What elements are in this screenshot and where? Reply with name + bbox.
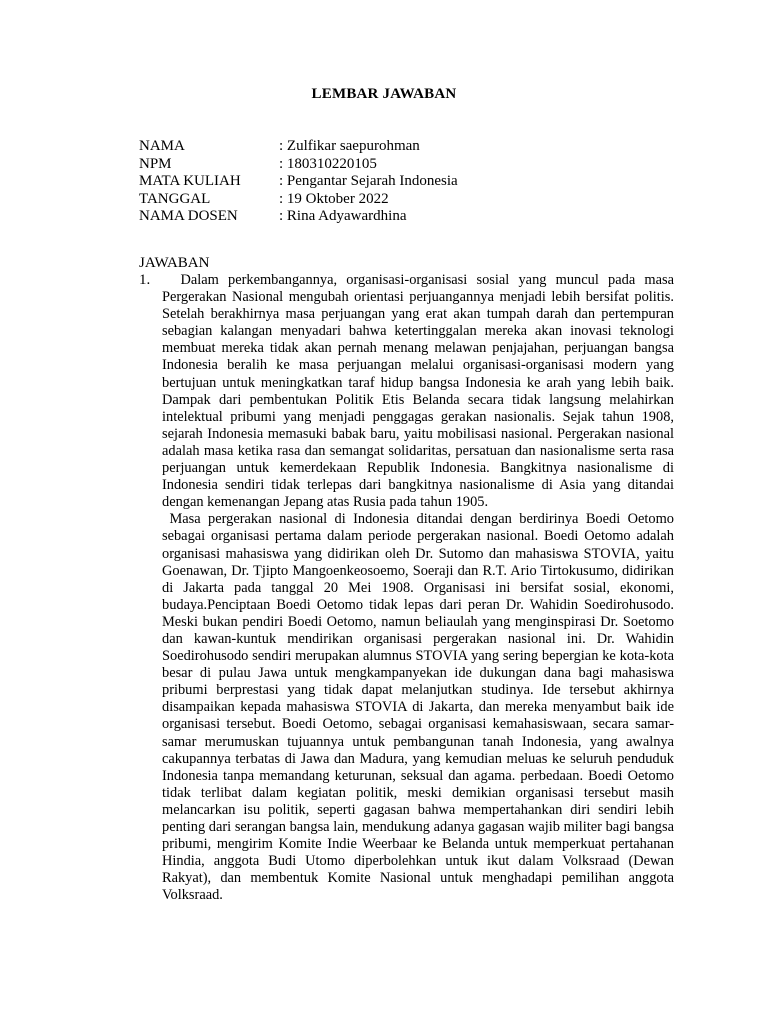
info-label: MATA KULIAH [139,173,241,189]
info-label: TANGGAL [139,190,211,207]
answer-paragraph-2: Masa pergerakan nasional di Indonesia ditandai dengan berdirinya Boedi Oetomo sebagai organisasi pertama dalam periode pergerakan nasional. Boedi Oetomo adalah organisasi mahasiswa yang didirikan oleh Dr. Sutomo dan mahasiswa STOVIA, yaitu Goenawan, Dr. Tjipto Mangoenkeosoemo, Soeraji dan R.T. Ario Tirtokusumo, didirikan di Jakarta pada tanggal 20 Mei 1908. Organisasi ini bersifat sosial, ekonomi, budaya.Penciptaan Boedi Oetomo tidak lepas dari peran Dr. Wahidin Soedirohusodo. Meski bukan pendiri Boedi Oetomo, namun beliaulah yang menginspirasi Dr. Soetomo dan kawan-kuntuk mendirikan organisasi pergerakan nasional ini. Dr. Wahidin Soedirohusodo sendiri merupakan alumnus STOVIA yang sering bepergian ke kota-kota besar di pulau Jawa untuk mengkampanyekan ide dukungan dana bagi mahasiswa pribumi berprestasi yang tidak dapat melanjutkan studinya. Ide tersebut akhirnya disampaikan kepada mahasiswa STOVIA di Jakarta, dan mereka menyambut baik ide organisasi tersebut. Boedi Oetomo, sebagai organisasi kemahasiswaan, secara samar-samar merumuskan tujuannya untuk pembangunan tanah Indonesia, yang awalnya cakupannya terbatas di Jawa dan Madura, yang kemudian meluas ke seluruh penduduk Indonesia tanpa memandang keturunan, seksual dan agama. perbedaan. Boedi Oetomo tidak terlibat dalam kegiatan politik, meski demikian organisasi tersebut masih melancarkan isu politik, seperti gagasan bahwa mempertahankan diri sendiri lebih penting dari serangan bangsa lain, mendukung adanya gagasan wajib militer bagi bangsa pribumi, mengirim Komite Indie Weerbaar ke Belanda untuk memperkuat pertahanan Hindia, anggota Budi Utomo diperbolehkan untuk ikut dalam Volksraad (Dewan Rakyat), dan membentuk Komite Nasional untuk menghadapi pemilihan anggota Volksraad. [162,511,678,904]
info-row-tanggal [139,191,458,209]
info-value: : 180310220105 [279,155,377,172]
answer-paragraph-1: Dalam perkembangannya, organisasi-organisasi sosial yang muncul pada masa Pergerakan Nasional mengubah orientasi perjuangannya menjadi lebih bersifat politis. Setelah berakhirnya masa perjuangan yang erat akan tumpah darah dan pertempuran sebagian kalangan menyadari bahwa ketertinggalan mereka akan inovasi teknologi membuat mereka tidak akan pernah menang melawan penjajahan, perjuangan bangsa Indonesia beralih ke masa perjuangan melalui organisasi-organisasi modern yang bertujuan untuk meningkatkan taraf hidup bangsa Indonesia ke arah yang lebih baik. Dampak dari pembentukan Politik Etis Belanda secara tidak langsung melahirkan intelektual pribumi yang menjadi penggagas gerakan nasionalis. Sejak tahun 1908, sejarah Indonesia memasuki babak baru, yaitu mobilisasi nasional. Pergerakan nasional adalah masa ketika rasa dan semangat solidaritas, persatuan dan nasionalisme serta rasa perjuangan untuk kemerdekaan Republik Indonesia. Bangkitnya nasionalisme di Indonesia sendiri tidak terlepas dari bangkitnya nasionalisme di Asia yang ditandai dengan kemenangan Jepang atas Rusia pada tahun 1905. [162,272,678,511]
info-row-npm [139,156,458,174]
info-label: NAMA [139,138,185,154]
info-row-nama-dosen [139,208,458,226]
info-value: : Rina Adyawardhina [279,208,407,224]
info-value: : Pengantar Sejarah Indonesia [279,173,458,189]
answer-heading: JAWABAN [139,255,210,271]
document-title: LEMBAR JAWABAN [311,86,457,102]
item-number: 1. [139,272,151,288]
info-value: : Zulfikar saepurohman [279,138,420,154]
info-row-mata-kuliah [139,173,458,191]
info-label: NAMA DOSEN [139,208,238,224]
answer-body [162,272,678,904]
info-row-nama [139,138,458,156]
student-info [139,138,458,226]
info-value: : 19 Oktober 2022 [279,190,389,207]
info-label: NPM [139,155,172,172]
